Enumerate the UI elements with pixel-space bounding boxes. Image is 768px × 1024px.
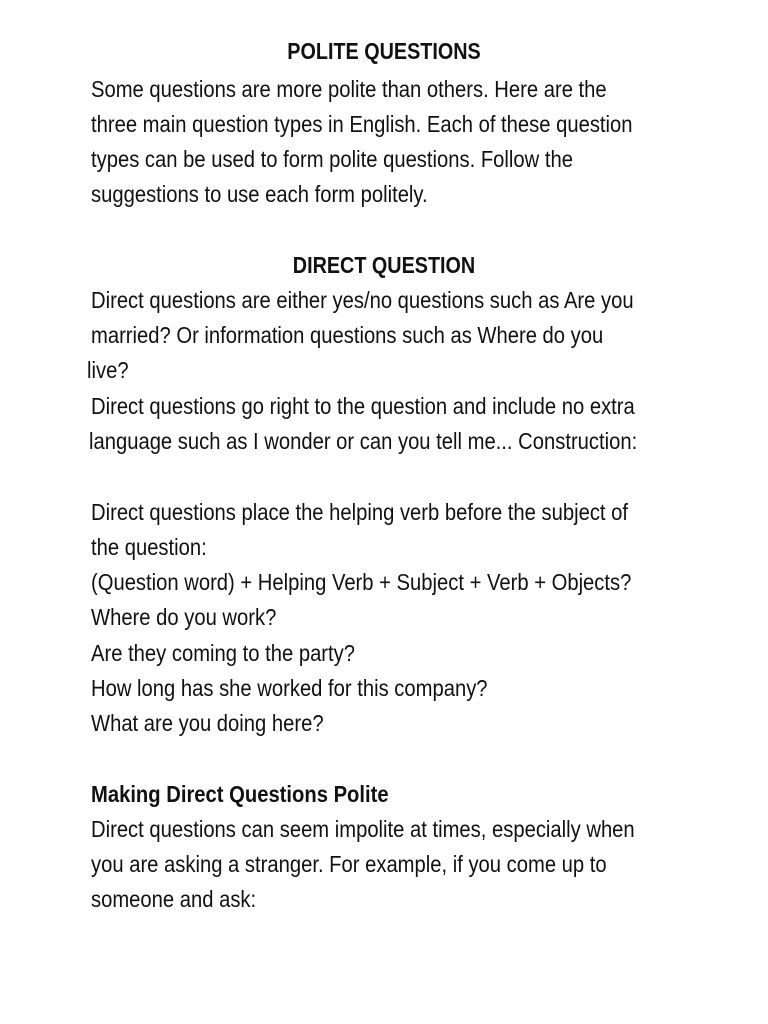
intro-line: suggestions to use each form politely. — [91, 181, 428, 207]
construction-line: the question: — [91, 534, 207, 560]
example-line: What are you doing here? — [91, 710, 324, 736]
page-title: POLITE QUESTIONS — [287, 38, 481, 64]
intro-line: types can be used to form polite questions. Follow the — [91, 146, 573, 172]
direct-text-line: language such as I wonder or can you tell me... Construction: — [89, 428, 638, 454]
example-line: Are they coming to the party? — [91, 640, 355, 666]
construction-line: Direct questions place the helping verb before the subject of — [91, 499, 629, 525]
intro-line: three main question types in English. Each of these question — [91, 111, 633, 137]
polite-text-line: someone and ask: — [91, 886, 257, 912]
direct-text-line: Direct questions go right to the question and include no extra — [91, 393, 635, 419]
polite-text-line: Direct questions can seem impolite at times, especially when — [91, 816, 635, 842]
direct-question-heading: DIRECT QUESTION — [292, 252, 476, 278]
formula-line: (Question word) + Helping Verb + Subject + Verb + Objects? — [91, 569, 632, 595]
direct-text-line: live? — [87, 357, 129, 383]
direct-text-line: Direct questions are either yes/no questions such as Are you — [91, 287, 634, 313]
intro-line: Some questions are more polite than others. Here are the — [91, 76, 607, 102]
polite-text-line: you are asking a stranger. For example, if you come up to — [91, 851, 607, 877]
direct-text-line: married? Or information questions such as Where do you — [91, 322, 604, 348]
example-line: How long has she worked for this company? — [91, 675, 488, 701]
polite-section-heading: Making Direct Questions Polite — [91, 781, 389, 807]
example-line: Where do you work? — [91, 604, 277, 630]
